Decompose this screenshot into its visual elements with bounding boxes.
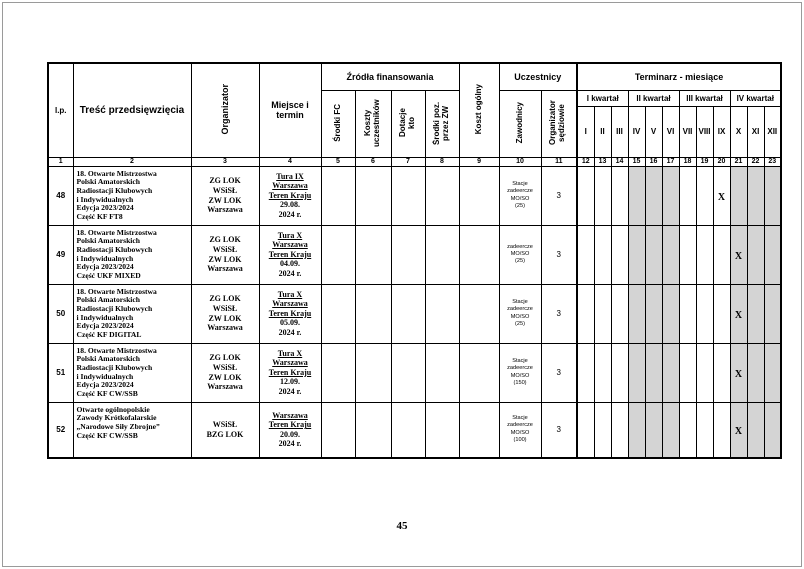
- column-number: 10: [499, 157, 541, 166]
- text-line: Warszawa: [207, 205, 243, 215]
- month-cell: [764, 166, 781, 225]
- month-cell: [696, 402, 713, 458]
- header-quarter-2: II kwartał: [628, 90, 679, 106]
- text-line: 2024 r.: [278, 209, 302, 219]
- month-cell: [696, 343, 713, 402]
- header-quarter-4: IV kwartał: [730, 90, 781, 106]
- column-number: 16: [645, 157, 662, 166]
- event-place-term: [259, 166, 321, 225]
- text-line: 18. Otwarte Mistrzostwa: [76, 227, 157, 237]
- text-line: Edycja 2023/2024: [76, 203, 134, 213]
- month-cell: [645, 343, 662, 402]
- month-XI: XI: [747, 106, 764, 157]
- text-line: Tura X: [277, 289, 303, 299]
- column-number: 6: [355, 157, 391, 166]
- text-line: 29.08.: [280, 200, 300, 210]
- row-number: 52: [48, 402, 73, 458]
- event-description: [73, 402, 191, 458]
- column-number: 7: [391, 157, 425, 166]
- month-cell: [747, 402, 764, 458]
- table-row: [48, 225, 781, 284]
- empty-cell: [391, 225, 425, 284]
- text-line: Warszawa: [272, 410, 308, 420]
- event-organizer: [191, 225, 259, 284]
- month-cell: [594, 343, 611, 402]
- judges-cell: 3: [541, 343, 577, 402]
- month-VII: VII: [679, 106, 696, 157]
- text-line: i Indywidualnych: [76, 312, 134, 322]
- page-number: 45: [396, 520, 408, 532]
- month-cell: [730, 166, 747, 225]
- month-cell: [594, 225, 611, 284]
- month-cell: [764, 402, 781, 458]
- empty-cell: [355, 225, 391, 284]
- header-funding-group: Źródła finansowania: [321, 63, 459, 90]
- event-organizer: [191, 166, 259, 225]
- month-cell: [679, 402, 696, 458]
- text-line: Tura X: [277, 348, 303, 358]
- header-funding-costs-text: Koszty uczestników: [363, 98, 382, 147]
- month-I: I: [577, 106, 594, 157]
- event-organizer: [191, 402, 259, 458]
- column-number: 13: [594, 157, 611, 166]
- text-line: Warszawa: [207, 323, 243, 333]
- header-judges-text: Organizator sędziowie: [547, 100, 566, 145]
- month-IV: IV: [628, 106, 645, 157]
- month-cell: [730, 402, 747, 458]
- table-row: [48, 343, 781, 402]
- empty-cell: [459, 402, 499, 458]
- text-line: zadeercze: [507, 243, 533, 250]
- month-VIII: VIII: [696, 106, 713, 157]
- empty-cell: [321, 284, 355, 343]
- empty-cell: [355, 284, 391, 343]
- month-II: II: [594, 106, 611, 157]
- text-line: Stacje: [512, 298, 528, 305]
- header-funding-fc-text: Środki FC: [333, 103, 343, 142]
- header-organizer-text: Organizator: [219, 83, 230, 135]
- column-number: 11: [541, 157, 577, 166]
- header-total-cost-text: Koszt ogólny: [474, 84, 484, 135]
- month-cell: [611, 284, 628, 343]
- column-number: 9: [459, 157, 499, 166]
- text-line: WSiSŁ: [212, 362, 238, 372]
- text-line: WSiSŁ: [212, 303, 238, 313]
- row-number: 50: [48, 284, 73, 343]
- text-line: (25): [515, 320, 525, 327]
- schedule-mark: X: [734, 425, 743, 437]
- column-number: 8: [425, 157, 459, 166]
- column-number: 19: [696, 157, 713, 166]
- text-line: Zawody Krótkofalarskie: [76, 413, 157, 423]
- row-number: 49: [48, 225, 73, 284]
- month-cell: [713, 402, 730, 458]
- event-place-term: [259, 343, 321, 402]
- athletes-cell: [499, 166, 541, 225]
- header-total-cost: [459, 63, 499, 157]
- column-number: 15: [628, 157, 645, 166]
- header-judges: [541, 90, 577, 157]
- schedule-mark: X: [734, 368, 743, 380]
- text-line: Radiostacji Klubowych: [76, 303, 153, 313]
- text-line: Teren Kraju: [268, 367, 312, 377]
- text-line: MO/SO: [510, 372, 530, 379]
- text-line: 05.09.: [280, 318, 300, 328]
- empty-cell: [459, 343, 499, 402]
- text-line: Radiostacji Klubowych: [76, 362, 153, 372]
- empty-cell: [321, 166, 355, 225]
- text-line: 18. Otwarte Mistrzostwa: [76, 345, 157, 355]
- month-III: III: [611, 106, 628, 157]
- text-line: Tura IX: [276, 171, 304, 181]
- text-line: zadeercze: [507, 365, 533, 372]
- judges-cell: 3: [541, 225, 577, 284]
- header-content: Treść przedsięwzięcia: [73, 63, 191, 157]
- text-line: Polski Amatorskich: [76, 177, 140, 187]
- text-line: 12.09.: [280, 377, 300, 387]
- month-cell: [628, 284, 645, 343]
- text-line: zadeercze: [507, 188, 533, 195]
- month-cell: [713, 343, 730, 402]
- text-line: zadeercze: [507, 422, 533, 429]
- text-line: Część KF CW/SSB: [76, 389, 138, 399]
- text-line: MO/SO: [510, 313, 530, 320]
- column-number: 14: [611, 157, 628, 166]
- text-line: Warszawa: [272, 240, 308, 250]
- month-cell: [747, 343, 764, 402]
- month-cell: [662, 343, 679, 402]
- month-cell: [764, 284, 781, 343]
- month-cell: [696, 284, 713, 343]
- event-place-term: [259, 225, 321, 284]
- month-cell: [747, 225, 764, 284]
- text-line: (25): [515, 258, 525, 265]
- text-line: Warszawa: [272, 299, 308, 309]
- empty-cell: [391, 284, 425, 343]
- empty-cell: [321, 343, 355, 402]
- month-cell: [611, 402, 628, 458]
- column-number: 18: [679, 157, 696, 166]
- text-line: Stacje: [512, 180, 528, 187]
- text-line: Otwarte ogólnopolskie: [76, 404, 150, 414]
- text-line: (150): [513, 379, 527, 386]
- empty-cell: [391, 343, 425, 402]
- header-funding-costs: [355, 90, 391, 157]
- athletes-cell: [499, 284, 541, 343]
- table-row: [48, 284, 781, 343]
- header-funding-grants: [391, 90, 425, 157]
- month-cell: [577, 284, 594, 343]
- month-cell: [594, 284, 611, 343]
- text-line: MO/SO: [510, 195, 530, 202]
- month-cell: [577, 402, 594, 458]
- empty-cell: [391, 402, 425, 458]
- text-line: Warszawa: [207, 382, 243, 392]
- month-cell: [662, 284, 679, 343]
- column-number: 21: [730, 157, 747, 166]
- athletes-cell: [499, 343, 541, 402]
- text-line: (25): [515, 202, 525, 209]
- row-number: 51: [48, 343, 73, 402]
- month-cell: [577, 343, 594, 402]
- text-line: Edycja 2023/2024: [76, 380, 134, 390]
- month-cell: [696, 166, 713, 225]
- month-cell: [730, 284, 747, 343]
- event-description: [73, 284, 191, 343]
- text-line: Część KF DIGITAL: [76, 330, 142, 340]
- empty-cell: [391, 166, 425, 225]
- text-line: ZW LOK: [208, 195, 242, 205]
- header-organizer: [191, 63, 259, 157]
- athletes-cell: [499, 402, 541, 458]
- text-line: i Indywidualnych: [76, 194, 134, 204]
- month-cell: [713, 225, 730, 284]
- text-line: Część UKF MIXED: [76, 271, 141, 281]
- empty-cell: [425, 402, 459, 458]
- header-funding-fc: [321, 90, 355, 157]
- text-line: Teren Kraju: [268, 190, 312, 200]
- text-line: ZG LOK: [209, 176, 241, 186]
- month-cell: [611, 343, 628, 402]
- event-description: [73, 166, 191, 225]
- month-V: V: [645, 106, 662, 157]
- header-athletes: [499, 90, 541, 157]
- column-number: 12: [577, 157, 594, 166]
- schedule-mark: X: [717, 191, 726, 203]
- header-funding-grants-text: Dotacje kto: [398, 108, 417, 137]
- text-line: Część KF CW/SSB: [76, 430, 138, 440]
- table-row: [48, 402, 781, 458]
- text-line: Stacje: [512, 415, 528, 422]
- month-cell: [747, 284, 764, 343]
- text-line: ZW LOK: [208, 254, 242, 264]
- text-line: Edycja 2023/2024: [76, 262, 134, 272]
- text-line: BZG LOK: [206, 429, 244, 439]
- month-cell: [645, 225, 662, 284]
- month-cell: [645, 284, 662, 343]
- month-VI: VI: [662, 106, 679, 157]
- event-description: [73, 225, 191, 284]
- empty-cell: [459, 166, 499, 225]
- text-line: ZG LOK: [209, 235, 241, 245]
- text-line: Polski Amatorskich: [76, 354, 140, 364]
- header-funding-zw: [425, 90, 459, 157]
- judges-cell: 3: [541, 402, 577, 458]
- column-number: 5: [321, 157, 355, 166]
- text-line: Warszawa: [272, 358, 308, 368]
- text-line: 20.09.: [280, 429, 300, 439]
- text-line: 2024 r.: [278, 268, 302, 278]
- month-IX: IX: [713, 106, 730, 157]
- column-number: 17: [662, 157, 679, 166]
- empty-cell: [459, 284, 499, 343]
- month-cell: [679, 225, 696, 284]
- schedule-mark: X: [734, 250, 743, 262]
- header-schedule-group: Terminarz - miesiące: [577, 63, 781, 90]
- month-cell: [628, 166, 645, 225]
- header-quarter-3: III kwartał: [679, 90, 730, 106]
- text-line: 18. Otwarte Mistrzostwa: [76, 168, 157, 178]
- text-line: ZW LOK: [208, 313, 242, 323]
- empty-cell: [355, 166, 391, 225]
- text-line: Część KF FT8: [76, 212, 123, 222]
- column-number: 4: [259, 157, 321, 166]
- month-cell: [645, 166, 662, 225]
- empty-cell: [425, 284, 459, 343]
- text-line: i Indywidualnych: [76, 371, 134, 381]
- text-line: MO/SO: [510, 429, 530, 436]
- text-line: Teren Kraju: [268, 308, 312, 318]
- text-line: WSiSŁ: [212, 185, 238, 195]
- text-line: Teren Kraju: [268, 420, 312, 430]
- month-cell: [696, 225, 713, 284]
- text-line: 04.09.: [280, 259, 300, 269]
- text-line: i Indywidualnych: [76, 253, 134, 263]
- events-table: [47, 62, 782, 459]
- month-cell: [662, 225, 679, 284]
- text-line: MO/SO: [510, 250, 530, 257]
- month-cell: [679, 284, 696, 343]
- text-line: Radiostacji Klubowych: [76, 185, 153, 195]
- empty-cell: [321, 402, 355, 458]
- text-line: ZG LOK: [209, 294, 241, 304]
- month-cell: [764, 343, 781, 402]
- month-cell: [611, 166, 628, 225]
- text-line: 2024 r.: [278, 327, 302, 337]
- column-number: 20: [713, 157, 730, 166]
- text-line: Tura X: [277, 230, 303, 240]
- month-cell: [594, 166, 611, 225]
- text-line: Warszawa: [272, 181, 308, 191]
- empty-cell: [425, 166, 459, 225]
- text-line: Radiostacji Klubowych: [76, 244, 153, 254]
- empty-cell: [355, 343, 391, 402]
- event-organizer: [191, 284, 259, 343]
- column-number: 3: [191, 157, 259, 166]
- header-place-term: Miejsce i termin: [259, 63, 321, 157]
- text-line: Polski Amatorskich: [76, 295, 140, 305]
- header-participants-group: Uczestnicy: [499, 63, 577, 90]
- month-cell: [662, 166, 679, 225]
- text-line: 2024 r.: [278, 439, 302, 449]
- month-cell: [577, 225, 594, 284]
- column-number: 1: [48, 157, 73, 166]
- header-lp: l.p.: [48, 63, 73, 157]
- text-line: zadeercze: [507, 306, 533, 313]
- text-line: Teren Kraju: [268, 249, 312, 259]
- month-cell: [730, 343, 747, 402]
- text-line: 18. Otwarte Mistrzostwa: [76, 286, 157, 296]
- text-line: (100): [513, 437, 527, 444]
- column-number: 22: [747, 157, 764, 166]
- text-line: Stacje: [512, 357, 528, 364]
- schedule-mark: X: [734, 309, 743, 321]
- month-X: X: [730, 106, 747, 157]
- athletes-cell: [499, 225, 541, 284]
- empty-cell: [425, 225, 459, 284]
- empty-cell: [425, 343, 459, 402]
- row-number: 48: [48, 166, 73, 225]
- month-cell: [679, 166, 696, 225]
- month-cell: [662, 402, 679, 458]
- month-cell: [679, 343, 696, 402]
- text-line: 2024 r.: [278, 386, 302, 396]
- column-number: 23: [764, 157, 781, 166]
- table-row: [48, 166, 781, 225]
- event-organizer: [191, 343, 259, 402]
- month-cell: [628, 225, 645, 284]
- text-line: ZW LOK: [208, 372, 242, 382]
- month-cell: [713, 284, 730, 343]
- text-line: „Narodowe Siły Zbrojne”: [76, 421, 160, 431]
- month-cell: [764, 225, 781, 284]
- event-description: [73, 343, 191, 402]
- event-place-term: [259, 402, 321, 458]
- header-quarter-1: I kwartał: [577, 90, 628, 106]
- header-athletes-text: Zawodnicy: [515, 101, 525, 144]
- month-XII: XII: [764, 106, 781, 157]
- month-cell: [577, 166, 594, 225]
- empty-cell: [355, 402, 391, 458]
- month-cell: [611, 225, 628, 284]
- month-cell: [730, 225, 747, 284]
- judges-cell: 3: [541, 284, 577, 343]
- text-line: Edycja 2023/2024: [76, 321, 134, 331]
- text-line: WSiSŁ: [212, 420, 238, 430]
- header-funding-zw-text: Środki poz. przez ZW: [432, 100, 451, 145]
- month-cell: [645, 402, 662, 458]
- text-line: Polski Amatorskich: [76, 236, 140, 246]
- column-number: 2: [73, 157, 191, 166]
- event-place-term: [259, 284, 321, 343]
- month-cell: [628, 402, 645, 458]
- text-line: ZG LOK: [209, 353, 241, 363]
- text-line: WSiSŁ: [212, 244, 238, 254]
- judges-cell: 3: [541, 166, 577, 225]
- month-cell: [628, 343, 645, 402]
- empty-cell: [459, 225, 499, 284]
- month-cell: [594, 402, 611, 458]
- empty-cell: [321, 225, 355, 284]
- month-cell: [747, 166, 764, 225]
- month-cell: [713, 166, 730, 225]
- text-line: Warszawa: [207, 264, 243, 274]
